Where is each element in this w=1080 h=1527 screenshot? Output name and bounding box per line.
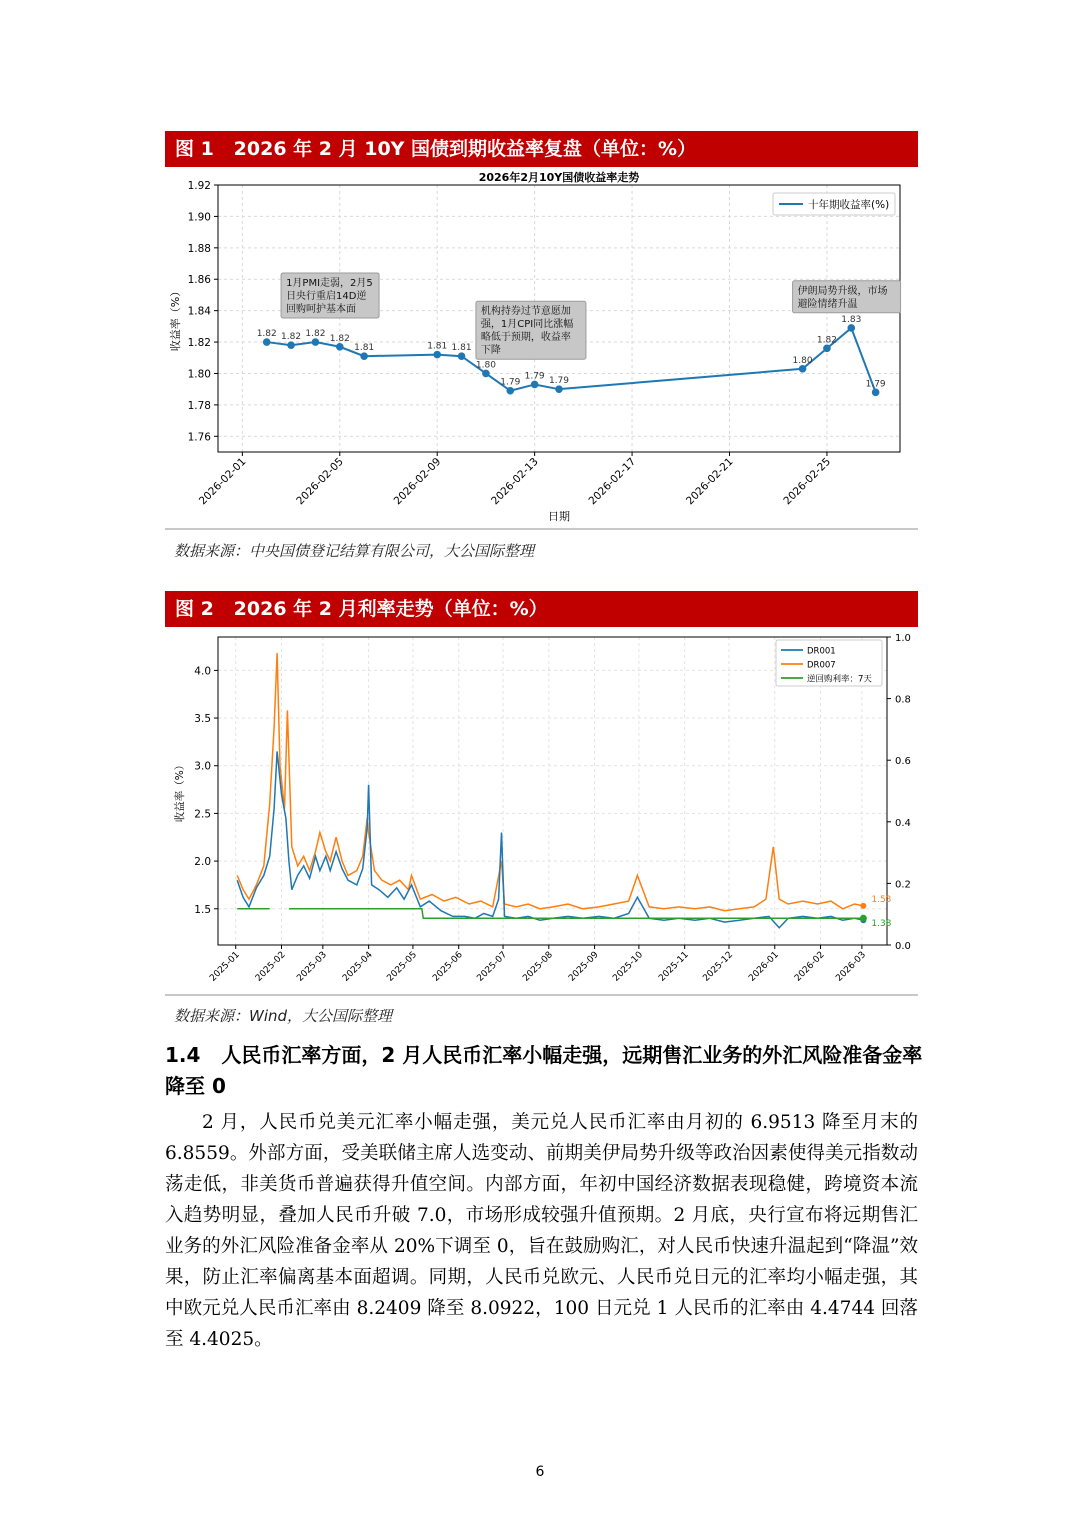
chart1-xtick-label: 2026-02-25 <box>781 455 834 508</box>
chart1-data-point <box>360 352 368 360</box>
chart1-data-point <box>823 345 831 353</box>
chart2-legend-label: DR001 <box>807 646 836 657</box>
chart2-y2tick-label: 1.0 <box>895 633 911 644</box>
chart2-xtick-label: 2025-08 <box>521 950 555 984</box>
chart1-annotation <box>281 273 379 318</box>
chart1-ytick-label: 1.86 <box>187 274 211 287</box>
chart1-ytick-label: 1.84 <box>187 305 211 318</box>
chart2-y2tick-label: 0.4 <box>895 817 911 829</box>
chart1-legend <box>773 193 895 215</box>
chart1-data-point <box>799 365 807 373</box>
chart2-xtick-label: 2025-11 <box>657 950 691 984</box>
chart2-legend <box>776 640 882 686</box>
chart1-data-point <box>287 341 295 349</box>
figure2-source: 数据来源：Wind，大公国际整理 <box>174 1007 393 1025</box>
chart1-ytick-label: 1.78 <box>187 399 211 412</box>
chart2-legend-label: 逆回购利率：7天 <box>807 674 872 685</box>
chart1-data-label: 1.82 <box>329 333 350 344</box>
chart1-data-label: 1.79 <box>865 379 886 390</box>
chart1-data-label: 1.79 <box>500 377 521 388</box>
chart1-data-point <box>847 324 855 332</box>
chart1-data-point <box>433 351 441 359</box>
chart1-ytick-label: 1.88 <box>187 242 211 255</box>
chart2-end-label-dr001: 1.38 <box>871 919 892 930</box>
chart1-data-label: 1.81 <box>354 343 375 354</box>
chart2-xtick-label: 2025-03 <box>295 950 329 984</box>
chart2-xtick-label: 2025-07 <box>475 950 510 984</box>
chart1-ytick-label: 1.76 <box>187 431 211 444</box>
chart1-data-point <box>458 352 466 360</box>
chart1-data-point <box>336 343 344 351</box>
chart1-annotation-text: 略低于预期，收益率 <box>480 332 571 344</box>
chart1-xtick-label: 2026-02-09 <box>391 455 444 508</box>
chart1-data-point <box>312 338 320 346</box>
chart2-xtick-label: 2025-06 <box>431 950 465 984</box>
chart1-data-point <box>872 389 880 397</box>
figure1-header: 图 1 2026 年 2 月 10Y 国债到期收益率复盘（单位：%） <box>165 131 918 167</box>
chart1-data-label: 1.81 <box>427 341 448 352</box>
chart1-annotation-text: 机构持券过节意愿加 <box>480 306 571 318</box>
chart1-data-label: 1.82 <box>256 329 277 340</box>
source-rule-2 <box>165 994 918 996</box>
chart1-xtick-label: 2026-02-13 <box>489 455 541 508</box>
chart2-xtick-label: 2025-10 <box>611 950 646 984</box>
chart1-data-label: 1.82 <box>281 332 302 343</box>
figure1-source: 数据来源：中央国债登记结算有限公司，大公国际整理 <box>174 542 535 560</box>
chart1-xtick-label: 2026-02-17 <box>586 455 639 508</box>
chart2-end-marker-dr007 <box>860 903 866 909</box>
section-title: 1.4 人民币汇率方面，2 月人民币汇率小幅走强，远期售汇业务的外汇风险准备金率降至 0 <box>165 1043 923 1098</box>
chart1-ylabel: 收益率（%） <box>169 285 182 352</box>
chart2-xtick-label: 2025-01 <box>208 950 242 984</box>
chart2-xtick-label: 2025-04 <box>341 950 375 984</box>
chart2-series-dr007 <box>237 653 863 911</box>
chart-10y-yield <box>165 167 918 527</box>
chart2-xtick-label: 2025-05 <box>385 950 420 984</box>
chart1-annotation-text: 日央行重启14D逆 <box>286 290 367 302</box>
chart1-data-label: 1.81 <box>451 343 472 354</box>
chart1-annotation-text: 强，1月CPI同比涨幅 <box>480 319 574 331</box>
chart1-data-label: 1.82 <box>816 335 837 346</box>
chart2-ytick-label: 2.5 <box>194 808 211 821</box>
chart2-y2tick-label: 0.0 <box>895 941 911 952</box>
chart1-data-label: 1.80 <box>475 360 496 371</box>
chart1-data-label: 1.83 <box>841 314 862 325</box>
chart1-data-label: 1.80 <box>792 355 813 366</box>
chart1-annotation-text: 回购呵护基本面 <box>286 303 357 315</box>
chart2-ylabel: 收益率（%） <box>174 759 186 823</box>
chart2-xtick-label: 2025-12 <box>701 950 736 984</box>
chart1-ytick-label: 1.90 <box>187 211 211 224</box>
chart2-ytick-label: 3.0 <box>194 760 211 773</box>
chart1-ytick-label: 1.82 <box>187 337 211 350</box>
chart1-annotation-text: 避险情绪升温 <box>797 298 858 310</box>
chart2-xtick-label: 2026-02 <box>792 950 827 984</box>
chart2-xtick-label: 2026-01 <box>747 950 781 984</box>
chart1-data-label: 1.79 <box>548 376 570 387</box>
chart2-xtick-label: 2026-03 <box>834 950 869 984</box>
chart1-annotation-text: 伊朗局势升级，市场 <box>797 285 888 297</box>
chart2-y2tick-label: 0.2 <box>895 879 911 891</box>
body-paragraph: 2 月，人民币兑美元汇率小幅走强，美元兑人民币汇率由月初的 6.9513 降至月末的 6.8559。外部方面，受美联储主席人选变动、前期美伊局势升级等政治因素使得美元指数动荡走低，非美货币普遍获得升值空间。内部方面，年初中国经济数据表现稳健，跨境资本流入趋势明显，叠加人民币升破 7.0，市场形成较强升值预期。2 月底，央行宣布将远期售汇业务的外汇风险准备金率从 20%下调至 0，旨在鼓励购汇，对人民币快速升温起到“降温”效果，防止汇率偏离基本面超调。同期，人民币兑欧元、人民币兑日元的汇率均小幅走强，其中欧元兑人民币汇率由 8.2409 降至 8.0922，100 日元兑 1 人民币的汇率由 4.4744 回落至 4.4025。 <box>165 1112 918 1350</box>
chart2-series-dr001 <box>237 751 863 927</box>
page-number: 6 <box>535 1464 545 1480</box>
chart1-data-label: 1.82 <box>305 329 326 340</box>
chart1-data-label: 1.79 <box>524 371 545 382</box>
chart2-ytick-label: 4.0 <box>194 665 211 678</box>
chart2-xtick-label: 2025-09 <box>567 950 601 984</box>
chart1-xtick-label: 2026-02-05 <box>294 455 346 508</box>
chart2-y2tick-label: 0.8 <box>895 694 911 706</box>
chart1-legend-label: 十年期收益率(%) <box>808 199 890 211</box>
source-rule-1 <box>165 528 918 530</box>
chart2-end-label-dr007: 1.53 <box>871 894 892 905</box>
chart1-annotation-text: 1月PMI走弱，2月5 <box>286 277 373 289</box>
chart2-ytick-label: 2.0 <box>194 856 211 869</box>
chart-interest-rates <box>165 627 918 993</box>
chart2-ytick-label: 3.5 <box>194 713 211 726</box>
chart2-xtick-label: 2025-02 <box>253 950 288 984</box>
chart1-annotation <box>476 301 586 359</box>
chart1-ytick-label: 1.92 <box>187 180 211 192</box>
chart2-ytick-label: 1.5 <box>194 903 211 916</box>
chart1-data-point <box>555 385 563 393</box>
chart1-data-point <box>531 381 539 389</box>
chart1-data-point <box>263 338 271 346</box>
chart2-end-marker-repo <box>860 915 867 922</box>
chart1-title: 2026年2月10Y国债收益率走势 <box>478 171 640 184</box>
chart1-ytick-label: 1.80 <box>187 368 211 381</box>
chart2-legend-label: DR007 <box>807 660 836 671</box>
figure2-header: 图 2 2026 年 2 月利率走势（单位：%） <box>165 591 918 627</box>
chart1-xlabel: 日期 <box>548 510 570 523</box>
chart1-xtick-label: 2026-02-01 <box>196 455 249 508</box>
chart1-data-point <box>506 387 514 395</box>
chart1-xtick-label: 2026-02-21 <box>683 455 736 508</box>
chart1-data-point <box>482 370 490 378</box>
chart2-y2tick-label: 0.6 <box>895 756 911 768</box>
chart1-annotation-text: 下降 <box>480 345 501 357</box>
chart1-annotation <box>793 281 901 313</box>
